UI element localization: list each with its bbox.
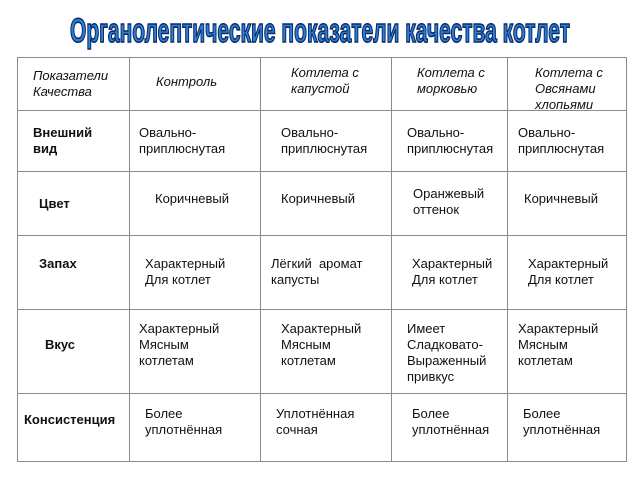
cell-color-control: [155, 191, 229, 207]
grid-line: [391, 58, 392, 461]
cell-line: Уплотнённая: [276, 406, 355, 421]
cell-smell-control: [145, 256, 225, 288]
cell-line: оттенок: [413, 202, 460, 217]
cell-taste-oats: [518, 321, 598, 369]
header-line: Котлета с: [291, 65, 359, 80]
grid-line: [18, 309, 626, 310]
cell-appearance-oats: [518, 125, 604, 157]
header-line: хлопьями: [535, 97, 594, 112]
cell-line: Для котлет: [412, 272, 478, 287]
cell-line: уплотнённая: [145, 422, 223, 437]
cell-line: Мясным: [139, 337, 189, 352]
row-label-smell: [39, 256, 77, 272]
cell-color-oats: [524, 191, 598, 207]
cell-line: Овально-: [518, 125, 576, 140]
row-label-line: Запах: [39, 256, 77, 271]
cell-line: приплюснутая: [139, 141, 226, 156]
cell-line: Более: [412, 406, 450, 421]
cell-line: уплотнённая: [523, 422, 601, 437]
cell-line: Мясным: [281, 337, 331, 352]
row-label-consistency: [24, 412, 115, 428]
cell-line: Характерный: [528, 256, 609, 271]
cell-consistency-control: [145, 406, 222, 438]
cell-line: Характерный: [139, 321, 220, 336]
header-line: капустой: [291, 81, 350, 96]
cell-consistency-oats: [523, 406, 600, 438]
row-label-taste: [45, 337, 75, 353]
header-control: [156, 74, 217, 90]
row-label-line: Цвет: [39, 196, 70, 211]
grid-line: [18, 393, 626, 394]
cell-consistency-cabbage: [276, 406, 354, 438]
row-label-appearance: [33, 125, 92, 157]
grid-line: [18, 171, 626, 172]
cell-line: Выраженный: [407, 353, 487, 368]
cell-taste-carrot: [407, 321, 486, 385]
cell-line: капусты: [271, 272, 320, 287]
header-line: морковью: [417, 81, 478, 96]
cell-line: Сладковато-: [407, 337, 483, 352]
cell-line: приплюснутая: [281, 141, 368, 156]
quality-table: [17, 57, 627, 462]
grid-line: [129, 58, 130, 461]
cell-line: Овально-: [139, 125, 197, 140]
cell-line: приплюснутая: [518, 141, 605, 156]
cell-line: Имеет: [407, 321, 446, 336]
cell-appearance-cabbage: [281, 125, 367, 157]
header-line: Контроль: [156, 74, 218, 89]
cell-color-cabbage: [281, 191, 355, 207]
row-label-line: Внешний: [33, 125, 93, 140]
cell-line: Овально-: [281, 125, 339, 140]
header-line: Качества: [33, 84, 92, 99]
grid-line: [507, 58, 508, 461]
cell-line: котлетам: [281, 353, 336, 368]
cell-line: Мясным: [518, 337, 568, 352]
header-indicator: [33, 68, 108, 100]
row-label-line: вид: [33, 141, 58, 156]
cell-line: Характерный: [412, 256, 493, 271]
title-text: Органолептические показатели качества котлет: [70, 12, 570, 50]
grid-line: [260, 58, 261, 461]
cell-line: Характерный: [281, 321, 362, 336]
cell-line: уплотнённая: [412, 422, 490, 437]
cell-line: Коричневый: [155, 191, 229, 206]
cell-line: Лёгкий аромат: [271, 256, 363, 271]
cell-line: Для котлет: [528, 272, 594, 287]
cell-line: Более: [145, 406, 183, 421]
cell-appearance-control: [139, 125, 225, 157]
header-oats: [535, 65, 603, 113]
cell-line: котлетам: [518, 353, 573, 368]
cell-smell-carrot: [412, 256, 492, 288]
cell-line: Овально-: [407, 125, 465, 140]
cell-taste-control: [139, 321, 219, 369]
header-line: Показатели: [33, 68, 109, 83]
cell-line: Более: [523, 406, 561, 421]
cell-smell-cabbage: [271, 256, 362, 288]
cell-consistency-carrot: [412, 406, 489, 438]
header-line: Котлета с: [535, 65, 603, 80]
header-cabbage: [291, 65, 359, 97]
row-label-line: Консистенция: [24, 412, 116, 427]
cell-taste-cabbage: [281, 321, 361, 369]
header-line: Котлета с: [417, 65, 485, 80]
cell-line: Характерный: [145, 256, 226, 271]
cell-line: котлетам: [139, 353, 194, 368]
header-line: Овсянами: [535, 81, 596, 96]
row-label-line: Вкус: [45, 337, 76, 352]
cell-line: Коричневый: [281, 191, 355, 206]
cell-smell-oats: [528, 256, 608, 288]
cell-line: Для котлет: [145, 272, 211, 287]
cell-line: привкус: [407, 369, 455, 384]
row-label-color: [39, 196, 70, 212]
cell-line: Оранжевый: [413, 186, 485, 201]
cell-color-carrot: [413, 186, 484, 218]
cell-line: Характерный: [518, 321, 599, 336]
cell-line: сочная: [276, 422, 318, 437]
cell-line: приплюснутая: [407, 141, 494, 156]
page-title: [0, 4, 640, 54]
grid-line: [18, 235, 626, 236]
cell-appearance-carrot: [407, 125, 493, 157]
header-carrot: [417, 65, 485, 97]
cell-line: Коричневый: [524, 191, 598, 206]
